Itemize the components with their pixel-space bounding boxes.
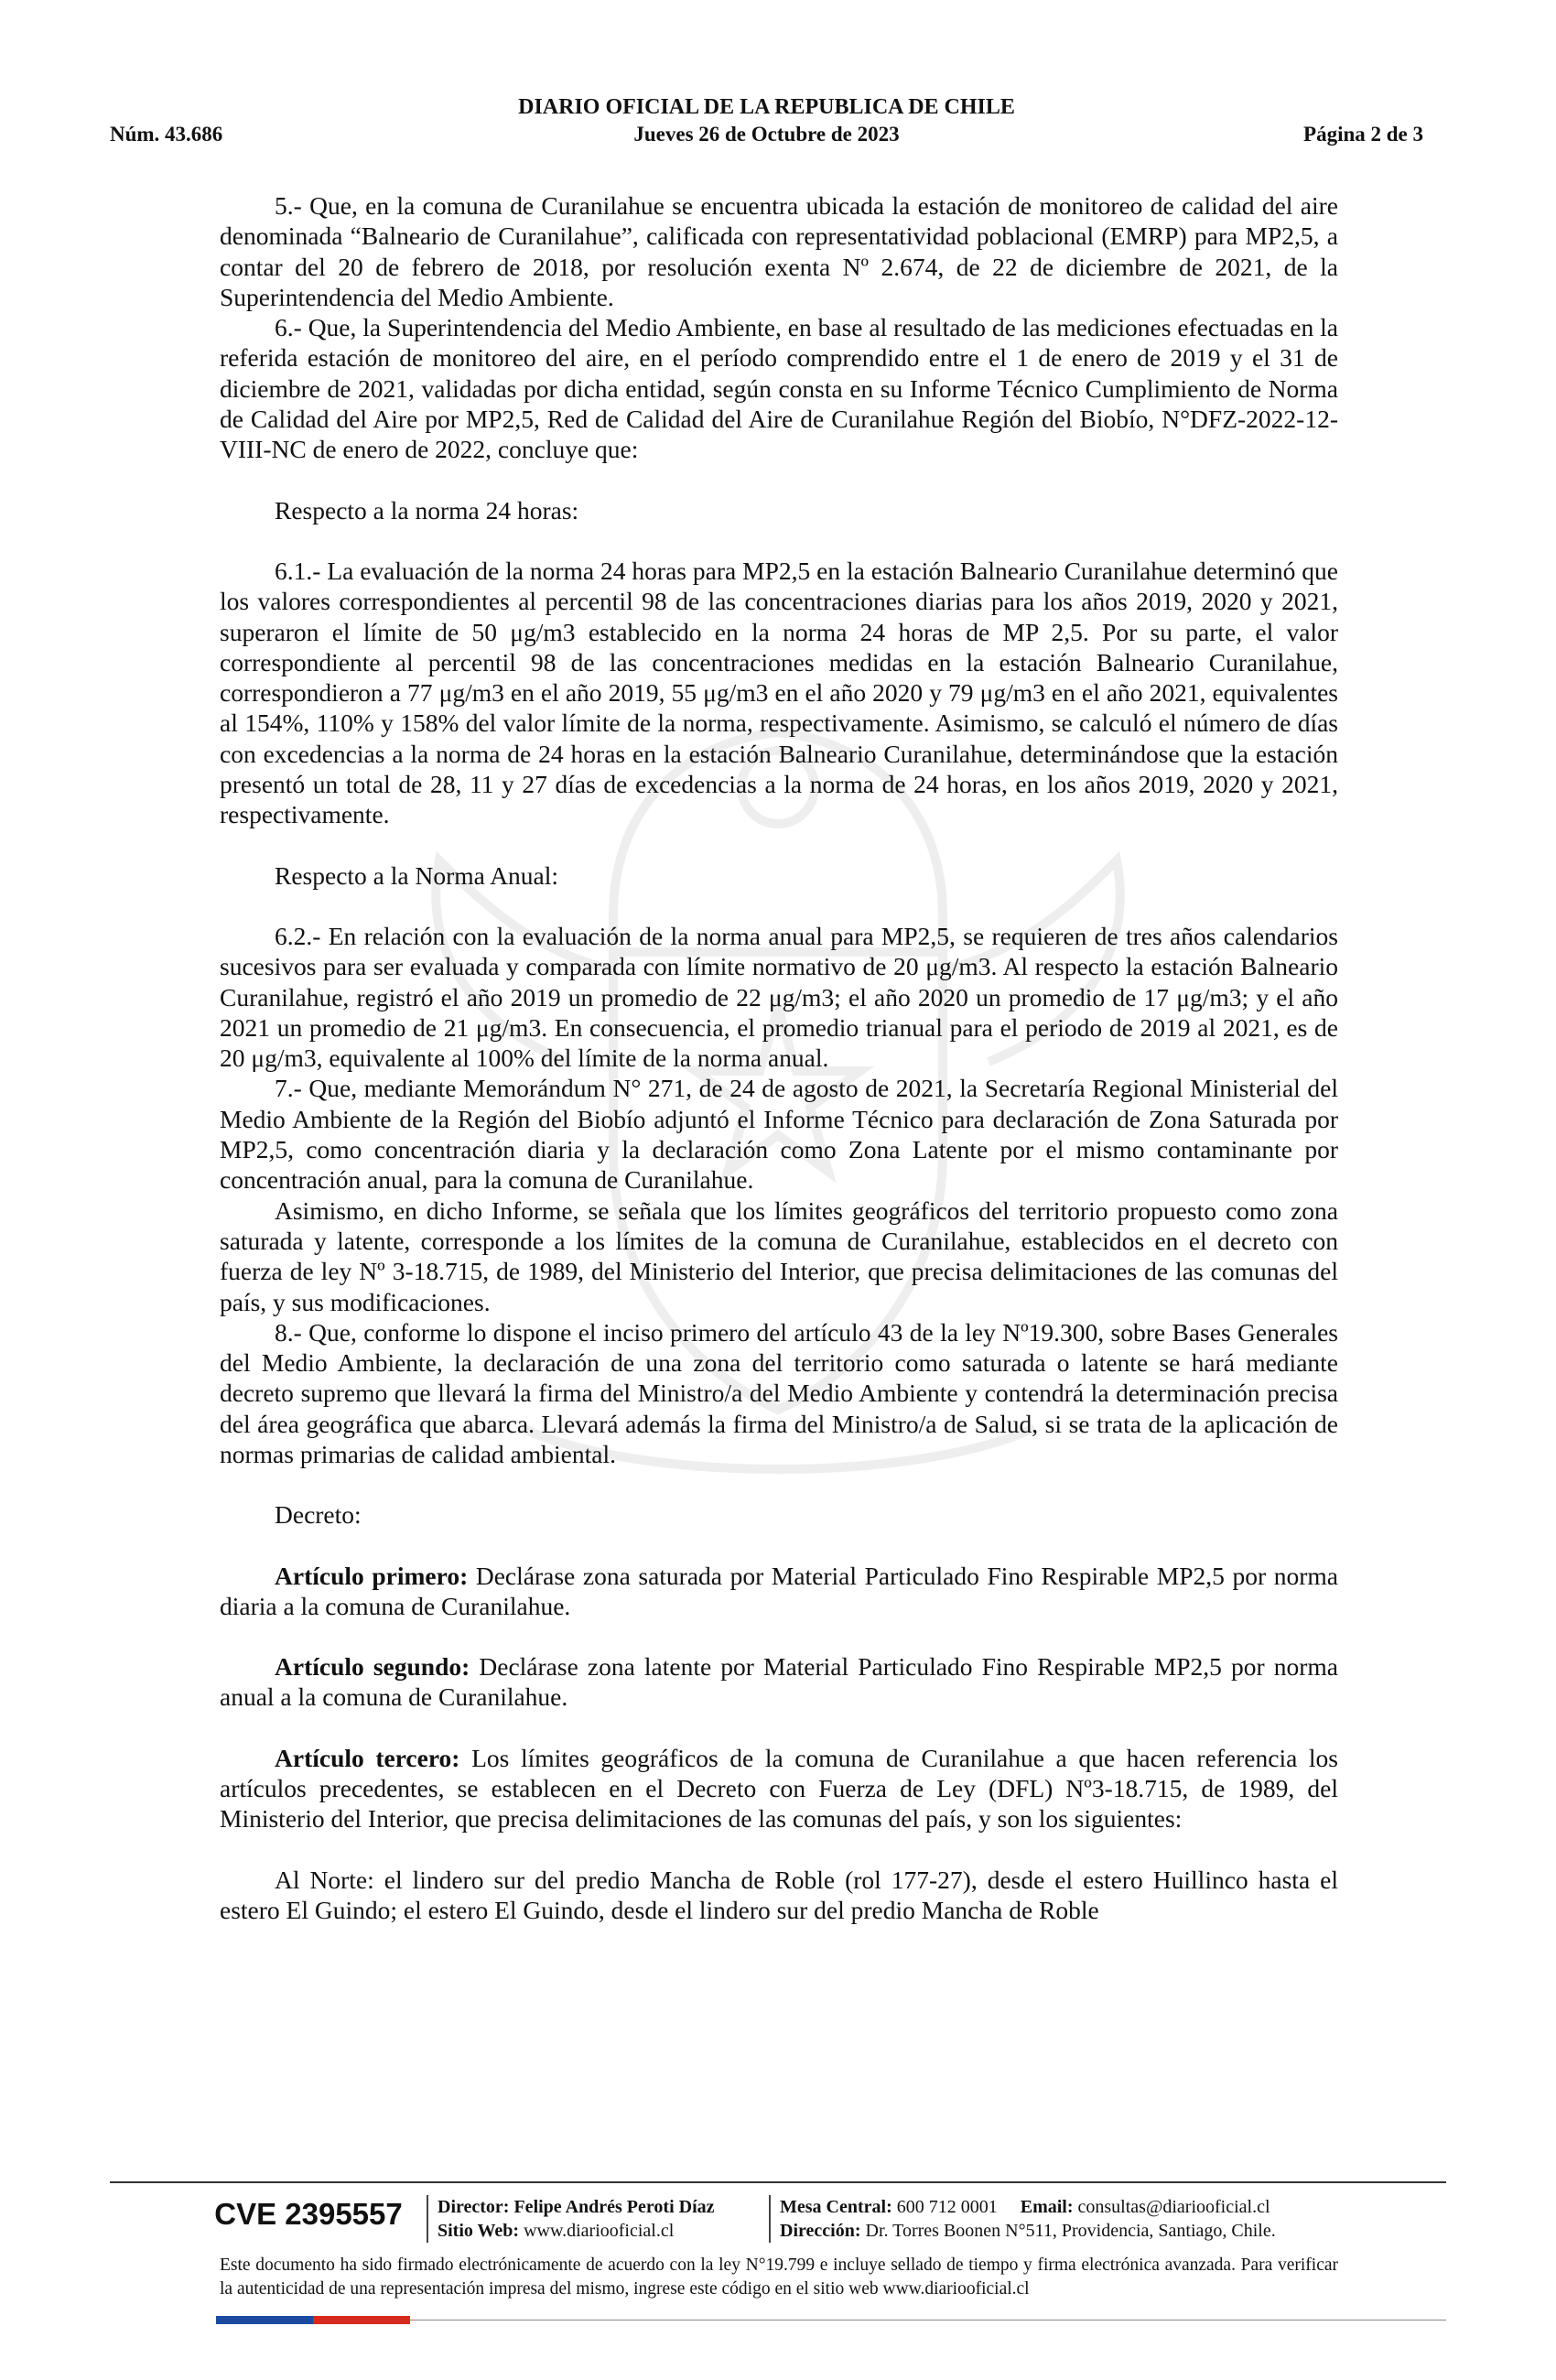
article-3-text: Los límites geográficos de la comuna de Curanilahue a que hacen referencia los artículos precedentes, se establecen en el Decreto con Fuerza de Ley (DFL) Nº3-18.715, de 1989, del Ministerio del Interior, que precisa delimitaciones de las comunas del país, y son los siguientes: [220,1743,1338,1834]
web-label: Sitio Web: [438,2221,520,2241]
email-label: Email: [1020,2197,1074,2217]
article-1-text: Declárase zona saturada por Material Particulado Fino Respirable MP2,5 por norma diaria a la comuna de Curanilahue. [220,1561,1338,1620]
article-2-label: Artículo segundo: [275,1652,470,1682]
footer-divider [110,2181,1446,2183]
article-2-text: Declárase zona latente por Material Particulado Fino Respirable MP2,5 por norma anual a la comuna de Curanilahue. [220,1652,1339,1712]
address-label: Dirección: [780,2221,861,2241]
footer-contact-block [769,2195,1276,2243]
heading-norma-anual: Respecto a la Norma Anual: [275,860,559,890]
paragraph-7b: Asimismo, en dicho Informe, se señala que los límites geográficos del territorio propuesto como zona saturada y latente, corresponde a los límites de la comuna de Curanilahue, establecidos en el decreto con fuerza de ley Nº 3-18.715, de 1989, del Ministerio del Interior, que precisa delimitaciones de las comunas del país, y sus modificaciones. [220,1195,1338,1316]
limit-norte: Al Norte: el lindero sur del predio Mancha de Roble (rol 177-27), desde el estero Huillinco hasta el estero El Guindo; el estero El Guindo, desde el lindero sur del predio Mancha de Roble [220,1865,1338,1924]
paragraph-7: 7.- Que, mediante Memorándum N° 271, de 24 de agosto de 2021, la Secretaría Regional Ministerial del Medio Ambiente de la Región del Biobío adjuntó el Informe Técnico para declaración de Zona Saturada por MP2,5, como concentración diaria y la declaración como Zona Latente por el mismo contaminante por concentración anual, para la comuna de Curanilahue. [220,1074,1338,1195]
web-link[interactable]: www.diariooficial.cl [524,2221,675,2241]
heading-norma-24-horas: Respecto a la norma 24 horas: [275,495,579,525]
paragraph-5: 5.- Que, en la comuna de Curanilahue se encuentra ubicada la estación de monitoreo de calidad del aire denominada “Balneario de Curanilahue”, calificada con representatividad poblacional (EMRP) para MP2,5, a contar del 20 de febrero de 2018, por resolución exenta Nº 2.674, de 22 de diciembre de 2021, de la Superintendencia del Medio Ambiente. [220,191,1338,311]
issue-number: Núm. 43.686 [110,123,223,146]
mesa-label: Mesa Central: [780,2197,892,2217]
article-2 [220,1651,1338,1713]
paragraph-6-2: 6.2.- En relación con la evaluación de la norma anual para MP2,5, se requieren de tres años calendarios sucesivos para ser evaluada y comparada con límite normativo de 20 μg/m3. Al respecto la estación Balneario Curanilahue, registró el año 2019 un promedio de 22 μg/m3; el año 2020 un promedio de 17 μg/m3; y el año 2021 un promedio de 21 μg/m3. En consecuencia, el promedio trianual para el periodo de 2019 al 2021, es de 20 μg/m3, equivalente al 100% del límite de la norma anual. [220,921,1338,1073]
flag-stripe [216,2316,410,2324]
article-3 [220,1743,1338,1834]
paragraph-6: 6.- Que, la Superintendencia del Medio Ambiente, en base al resultado de las mediciones efectuadas en la referida estación de monitoreo del aire, en el período comprendido entre el 1 de enero de 2019 y el 31 de diciembre de 2021, validadas por dicha entidad, según consta en su Informe Técnico Cumplimiento de Norma de Calidad del Aire por MP2,5, Red de Calidad del Aire de Curanilahue Región del Biobío, N°DFZ-2022-12-VIII-NC de enero de 2022, concluye que: [220,313,1338,464]
decree-body [220,190,1338,1925]
director-name: Felipe Andrés Peroti Díaz [513,2197,715,2217]
article-3-label: Artículo tercero: [275,1743,460,1772]
footer-director-block [427,2195,715,2243]
paragraph-8: 8.- Que, conforme lo dispone el inciso primero del artículo 43 de la ley Nº19.300, sobre Bases Generales del Medio Ambiente, la declaración de una zona del territorio como saturada o latente se hará mediante decreto supremo que llevará la firma del Ministro/a del Medio Ambiente y contendrá la determinación precisa del área geográfica que abarca. Llevará además la firma del Ministro/a de Salud, si se trata de la aplicación de normas primarias de calidad ambiental. [220,1317,1338,1468]
decreto-heading: Decreto: [275,1500,362,1530]
paragraph-6-1: 6.1.- La evaluación de la norma 24 horas para MP2,5 en la estación Balneario Curanilahue determinó que los valores correspondientes al percentil 98 de las concentraciones diarias para los años 2019, 2020 y 2021, superaron el límite de 50 μg/m3 establecido en la norma 24 horas de MP 2,5. Por su parte, el valor correspondiente al percentil 98 de las concentraciones medidas en la estación Balneario Curanilahue, correspondieron a 77 μg/m3 en el año 2019, 55 μg/m3 en el año 2020 y 79 μg/m3 en el año 2021, equivalentes al 154%, 110% y 158% del valor límite de la norma, respectivamente. Asimismo, se calculó el número de días con excedencias a la norma de 24 horas en la estación Balneario Curanilahue, determinándose que la estación presentó un total de 28, 11 y 27 días de excedencias a la norma de 24 horas, en los años 2019, 2020 y 2021, respectivamente. [220,556,1338,829]
gazette-title: DIARIO OFICIAL DE LA REPUBLICA DE CHILE [518,95,1015,119]
page-header [110,92,1423,156]
cve-code: CVE 2395557 [214,2197,403,2231]
director-label: Director: [438,2197,510,2217]
email-link[interactable]: consultas@diariooficial.cl [1077,2197,1270,2217]
article-1 [220,1561,1338,1622]
article-1-label: Artículo primero: [275,1561,469,1590]
issue-date: Jueves 26 de Octubre de 2023 [633,123,900,146]
signature-notice: Este documento ha sido firmado electrónicamente de acuerdo con la ley N°19.799 e incluye sellado de tiempo y firma electrónica avanzada. Para verificar la autenticidad de una representación impresa del mismo, ingrese este código en el sitio web www.diariooficial.cl [220,2256,1338,2299]
address: Dr. Torres Boonen N°511, Providencia, Santiago, Chile. [865,2221,1276,2241]
mesa-phone: 600 712 0001 [896,2197,998,2217]
page-number: Página 2 de 3 [1303,123,1423,146]
